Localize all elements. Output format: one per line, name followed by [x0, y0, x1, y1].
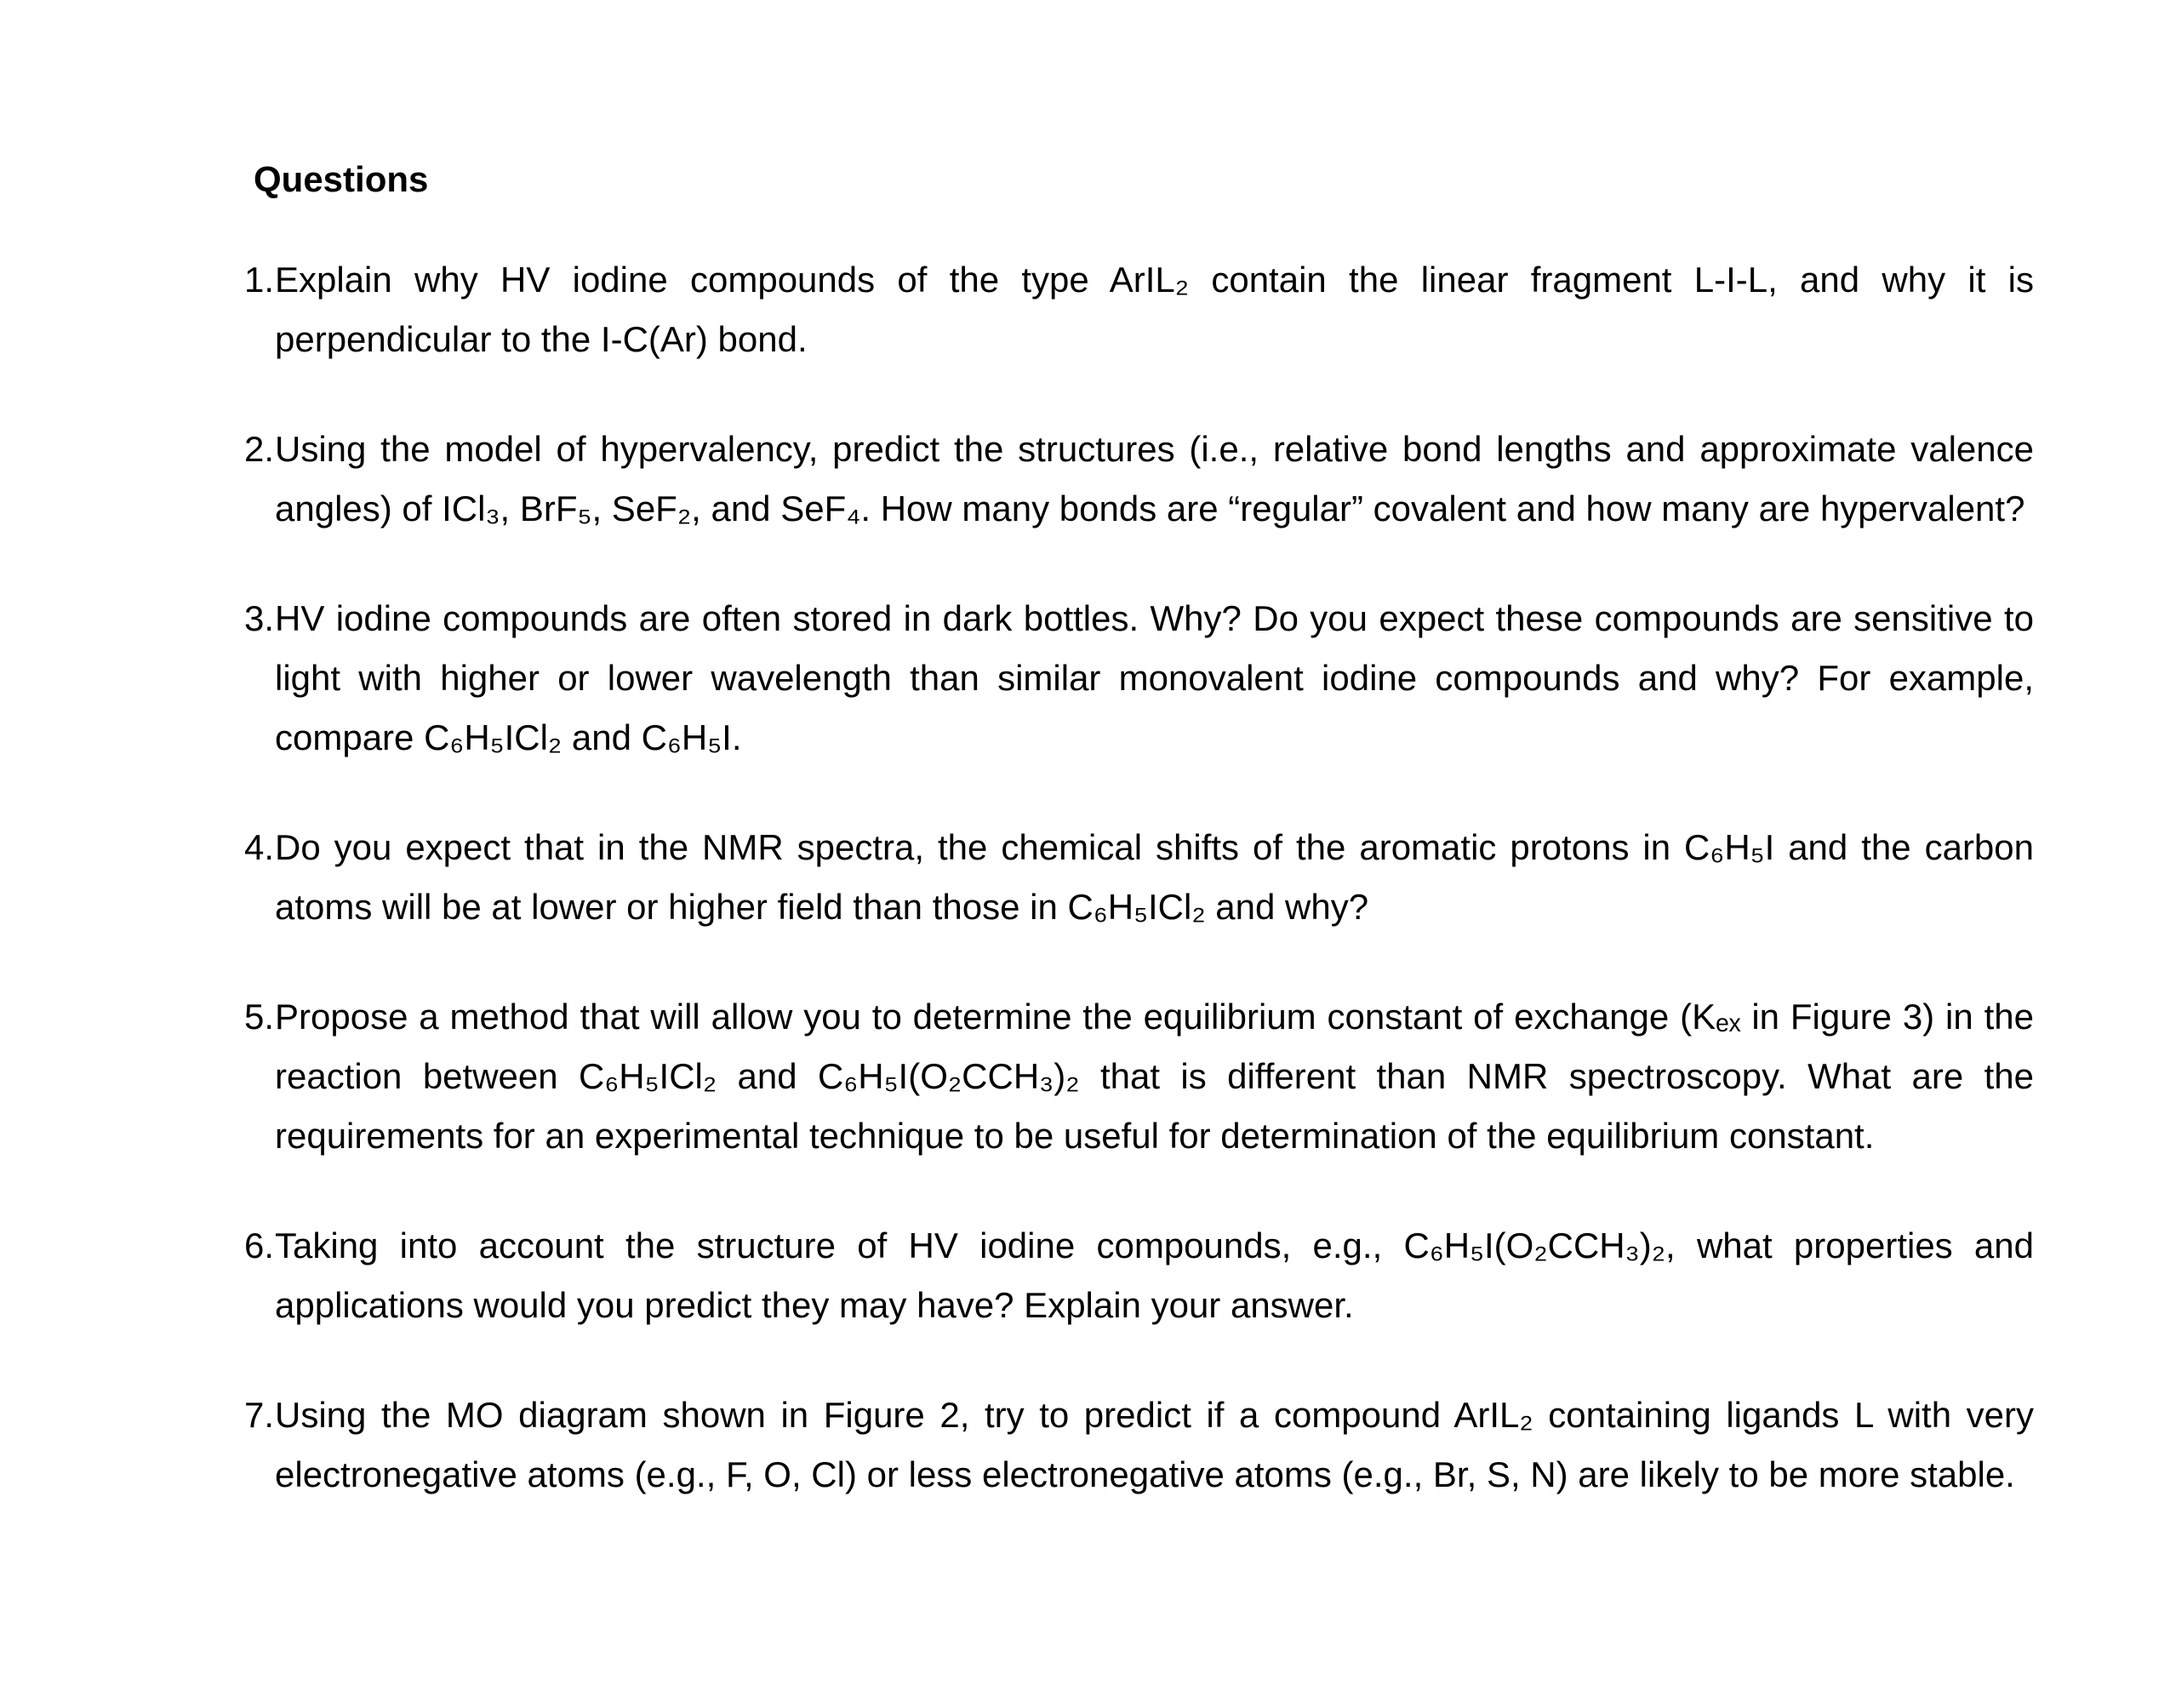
- questions-heading: Questions: [254, 159, 429, 199]
- question-number: 1.: [244, 260, 275, 300]
- question-text: Taking into account the structure of HV iodine compounds, e.g., C₆H₅I(O₂CCH₃)₂, what properties and applications would you predict they may have? Explain your answer.: [275, 1225, 2034, 1325]
- question-text: HV iodine compounds are often stored in dark bottles. Why? Do you expect these compounds are sensitive to light with higher or lower wavelength than similar monovalent iodine compounds and why? For example, compare C₆H₅ICl₂ and C₆H₅I.: [275, 598, 2034, 757]
- question-number: 7.: [244, 1395, 275, 1435]
- question-text: Using the model of hypervalency, predict the structures (i.e., relative bond lengths and approximate valence angles) of ICl₃, BrF₅, SeF₂, and SeF₄. How many bonds are “regular” covalent and how many are hypervalent?: [275, 429, 2034, 528]
- question-number: 2.: [244, 429, 275, 469]
- question-item: [244, 420, 2034, 539]
- question-number: 4.: [244, 827, 275, 867]
- question-number: 5.: [244, 997, 275, 1037]
- question-item: [244, 1216, 2034, 1335]
- question-text: Propose a method that will allow you to determine the equilibrium constant of exchange (Kₑₓ in Figure 3) in the reaction between C₆H₅ICl₂ and C₆H₅I(O₂CCH₃)₂ that is different than NMR spectroscopy. What are the requirements for an experimental technique to be useful for determination of the equilibrium constant.: [275, 997, 2034, 1156]
- question-item: [244, 1385, 2034, 1505]
- questions-list: [244, 250, 2034, 1505]
- question-text: Using the MO diagram shown in Figure 2, try to predict if a compound ArIL₂ containing ligands L with very electronegative atoms (e.g., F, O, Cl) or less electronegative atoms (e.g., Br, S, N) are likely to be more stable.: [275, 1395, 2034, 1494]
- question-item: [244, 589, 2034, 768]
- question-number: 3.: [244, 598, 275, 638]
- question-item: [244, 250, 2034, 369]
- question-number: 6.: [244, 1225, 275, 1265]
- question-text: Do you expect that in the NMR spectra, the chemical shifts of the aromatic protons in C₆H₅I and the carbon atoms will be at lower or higher field than those in C₆H₅ICl₂ and why?: [275, 827, 2034, 927]
- question-item: [244, 818, 2034, 937]
- question-item: [244, 987, 2034, 1166]
- question-text: Explain why HV iodine compounds of the type ArIL₂ contain the linear fragment L-I-L, and why it is perpendicular to the I-C(Ar) bond.: [275, 260, 2034, 359]
